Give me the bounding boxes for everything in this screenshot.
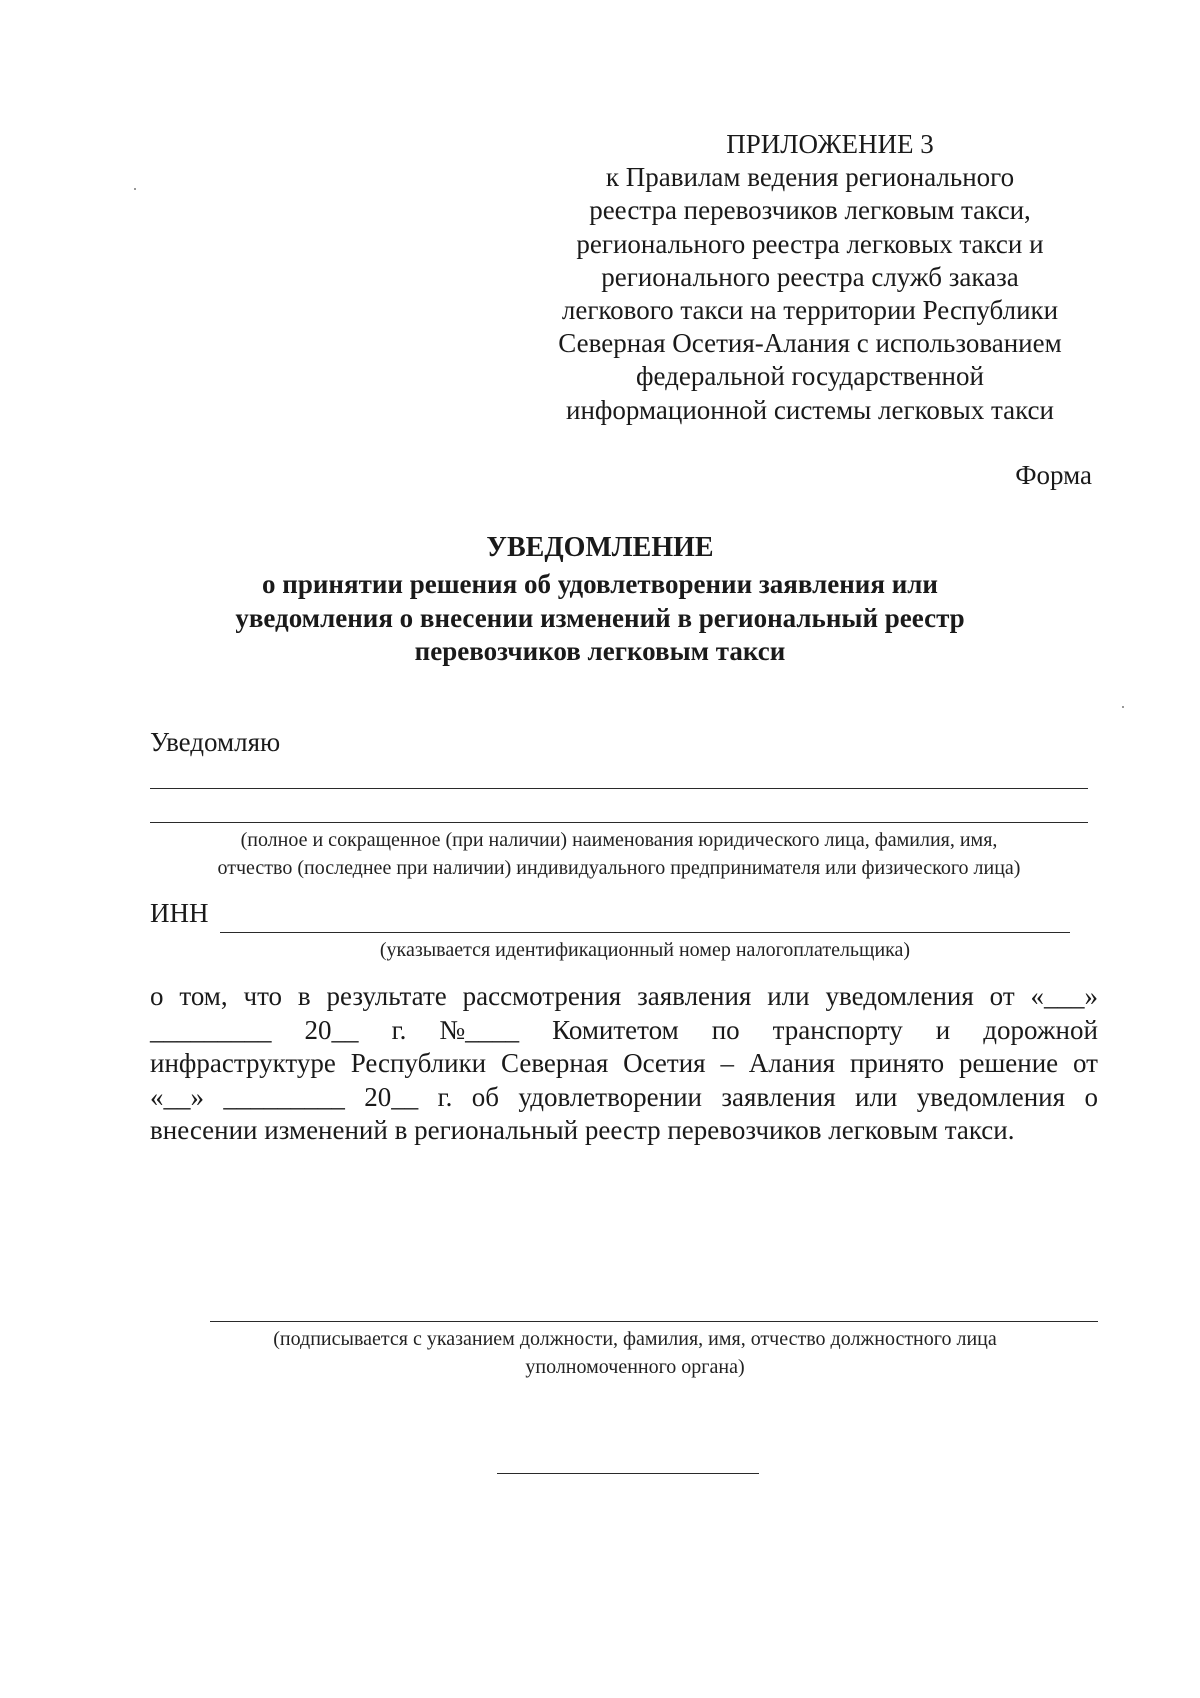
- inn-field-line[interactable]: [220, 932, 1070, 933]
- word: уведомления: [825, 981, 974, 1011]
- appendix-line: регионального реестра легковых такси и: [576, 228, 1044, 259]
- word: дорожной: [983, 1014, 1098, 1045]
- decision-month-blank[interactable]: _________: [223, 1081, 345, 1112]
- body-line-1: [150, 980, 1098, 1014]
- date-month-blank[interactable]: _________: [150, 1014, 272, 1045]
- name-caption-line: отчество (последнее при наличии) индивидуального предпринимателя или физического лица): [217, 857, 1021, 879]
- inn-field-caption: [220, 936, 1070, 964]
- word: в: [297, 981, 311, 1011]
- word: инфраструктуре: [150, 1048, 336, 1078]
- subtitle-line: уведомления о внесении изменений в региональный реестр: [235, 602, 965, 633]
- word: –: [720, 1048, 734, 1078]
- date-day-blank[interactable]: «___»: [1030, 981, 1098, 1011]
- word: от: [1073, 1048, 1098, 1078]
- date-year-blank[interactable]: 20__: [304, 1014, 359, 1045]
- signature-caption: [210, 1325, 1060, 1381]
- word: заявления: [637, 981, 752, 1011]
- word: о: [1084, 1081, 1098, 1112]
- word: Республики: [350, 1048, 487, 1078]
- signature-caption-line: уполномоченного органа): [525, 1356, 745, 1378]
- word: г.: [437, 1081, 453, 1112]
- signature-line[interactable]: [210, 1321, 1098, 1322]
- body-line-4: [150, 1081, 1098, 1115]
- word: и: [935, 1014, 951, 1045]
- appendix-line: федеральной государственной: [636, 361, 984, 392]
- scan-speck: [1122, 706, 1124, 708]
- appendix-line: информационной системы легковых такси: [566, 394, 1054, 425]
- body-line-5: внесении изменений в региональный реестр перевозчиков легковым такси.: [150, 1115, 1015, 1145]
- word: удовлетворении: [518, 1081, 702, 1112]
- appendix-line: к Правилам ведения регионального: [605, 162, 1015, 193]
- appendix-line: реестра перевозчиков легковым такси,: [589, 195, 1031, 226]
- word: Комитетом: [552, 1014, 679, 1045]
- body-line-2: [150, 1014, 1098, 1048]
- name-field-line-2[interactable]: [150, 822, 1088, 823]
- word: по: [711, 1014, 740, 1045]
- word: или: [767, 981, 810, 1011]
- word: о: [150, 981, 164, 1011]
- appendix-line: регионального реестра служб заказа: [601, 261, 1019, 292]
- decision-day-blank[interactable]: «__»: [150, 1081, 204, 1112]
- body-line-3: [150, 1047, 1098, 1081]
- inn-caption-line: (указывается идентификационный номер налогоплательщика): [379, 939, 911, 961]
- name-field-caption: [150, 826, 1088, 882]
- scan-speck: [134, 188, 136, 190]
- word: Северная: [501, 1048, 609, 1078]
- appendix-line: легкового такси на территории Республики: [561, 295, 1059, 326]
- word: от: [989, 981, 1015, 1011]
- word: транспорту: [772, 1014, 903, 1045]
- document-subtitle: [150, 568, 1050, 669]
- form-label: Форма: [1015, 460, 1092, 490]
- closing-separator-line: [497, 1473, 759, 1474]
- word: что: [243, 981, 283, 1011]
- word: об: [471, 1081, 500, 1112]
- word: результате: [326, 981, 447, 1011]
- document-title: УВЕДОМЛЕНИЕ: [486, 532, 714, 563]
- body-paragraph: [150, 980, 1098, 1148]
- inn-label: ИНН: [150, 898, 209, 928]
- word: Алания: [748, 1048, 836, 1078]
- appendix-header: [530, 128, 1090, 427]
- word: рассмотрения: [462, 981, 622, 1011]
- subtitle-line: перевозчиков легковым такси: [414, 636, 786, 666]
- signature-caption-line: (подписывается с указанием должности, фамилия, имя, отчество должностного лица: [273, 1328, 997, 1350]
- word: Осетия: [623, 1048, 706, 1078]
- decision-year-blank[interactable]: 20__: [364, 1081, 419, 1112]
- appendix-title: ПРИЛОЖЕНИЕ 3: [726, 129, 934, 159]
- number-blank[interactable]: №____: [439, 1014, 520, 1045]
- word: заявления: [721, 1081, 836, 1112]
- subtitle-line: о принятии решения об удовлетворении заявления или: [262, 569, 938, 599]
- word: том,: [179, 981, 228, 1011]
- word: или: [855, 1081, 898, 1112]
- word: г.: [391, 1014, 407, 1045]
- name-field-line-1[interactable]: [150, 788, 1088, 789]
- word: принято: [849, 1048, 945, 1078]
- word: уведомления: [916, 1081, 1066, 1112]
- notify-word: Уведомляю: [150, 727, 281, 757]
- name-caption-line: (полное и сокращенное (при наличии) наименования юридического лица, фамилия, имя,: [240, 829, 998, 851]
- word: решение: [959, 1048, 1059, 1078]
- appendix-line: Северная Осетия-Алания с использованием: [558, 328, 1062, 359]
